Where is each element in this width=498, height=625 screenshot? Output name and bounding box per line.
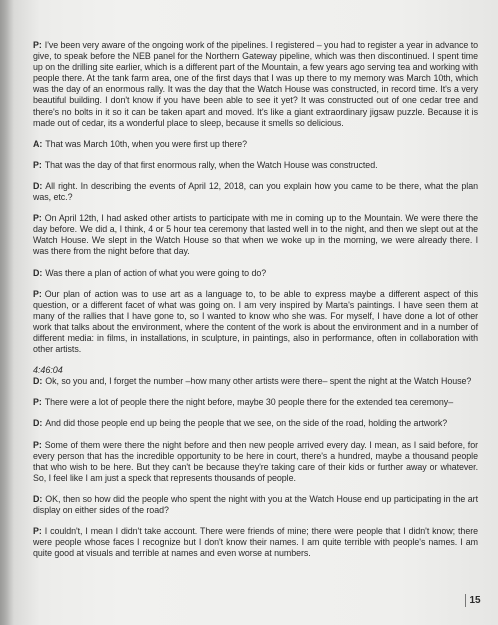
transcript-body bbox=[33, 40, 478, 569]
paragraph-text: There were a lot of people there the night before, maybe 30 people there for the extended tea ceremony– bbox=[44, 397, 454, 408]
speaker-label: P: bbox=[33, 439, 42, 450]
speaker-label: P: bbox=[33, 526, 42, 537]
transcript-paragraph bbox=[33, 139, 478, 150]
speaker-label: P: bbox=[33, 159, 42, 170]
transcript-paragraph bbox=[33, 440, 478, 484]
speaker-label: P: bbox=[33, 288, 42, 299]
transcript-paragraph bbox=[33, 397, 478, 408]
page-number: 15 bbox=[465, 594, 484, 607]
transcript-paragraph bbox=[33, 365, 478, 387]
paragraph-text: And did those people end up being the people that we see, on the side of the road, holding the artwork? bbox=[45, 418, 448, 429]
paragraph-text: I've been very aware of the ongoing work of the pipelines. I registered – you had to register a year in advance to give, to speak before the NEB panel for the Northern Gateway pipeline, which was then discontinued. I spent time up on the drilling site earlier, which is a different part of the Mountain, a few years ago serving tea and working with people there. At the tank farm area, one of the first days that I was up there to my memory was March 10th, which was the day of an enormous rally. It was the day that the Watch House was constructed, in record time. It's a very beautiful building. I don't know if you have been able to see it yet? It was constructed out of one cedar tree and there's no bolts in it so it can be taken apart and moved. It's like a giant extraordinary jigsaw puzzle. Because it is made out of cedar, its a wonderful place to sleep, because it smells so delicious. bbox=[33, 40, 478, 128]
speaker-label: D: bbox=[33, 180, 43, 191]
paragraph-text: Some of them were there the night before and then new people arrived every day. I mean, as I said before, for every person that has the incredible opportunity to be here in court, there's a hundred, maybe a thousand people that who wish to be here. But they can't be because they're taking care of their kids or further away or whatever. So, I feel like I am just a speck that represents thousands of people. bbox=[33, 439, 478, 483]
page-binding-shadow bbox=[0, 0, 14, 625]
transcript-paragraph bbox=[33, 268, 478, 279]
paragraph-text: OK, then so how did the people who spent the night with you at the Watch House end up participating in the art display on either sides of the road? bbox=[33, 493, 478, 515]
transcript-paragraph bbox=[33, 418, 478, 429]
speaker-label: P: bbox=[33, 397, 42, 408]
transcript-paragraph bbox=[33, 494, 478, 516]
transcript-paragraph bbox=[33, 213, 478, 257]
speaker-label: D: bbox=[33, 493, 43, 504]
paragraph-text: On April 12th, I had asked other artists to participate with me in coming up to the Mountain. We were there the day before. We did a, I think, 4 or 5 hour tea ceremony that lasted well in to the night, and then we slept out at the Watch House. We slept in the Watch House so that when we woke up in the morning, we were already there. I was there from the night before that day. bbox=[33, 213, 478, 257]
paragraph-text: Ok, so you and, I forget the number –how many other artists were there– spent the night at the Watch House? bbox=[45, 376, 472, 387]
speaker-label: A: bbox=[33, 138, 43, 149]
speaker-label: P: bbox=[33, 213, 42, 224]
timestamp: 4:46:04 bbox=[33, 365, 63, 376]
paragraph-text: That was the day of that first enormous rally, when the Watch House was constructed. bbox=[44, 159, 378, 170]
transcript-paragraph bbox=[33, 289, 478, 356]
transcript-paragraph bbox=[33, 181, 478, 203]
paragraph-text: That was March 10th, when you were first up there? bbox=[45, 138, 247, 149]
paragraph-text: I couldn't, I mean I didn't take account. There were friends of mine; there were people that I didn't know; there were people whose faces I recognize but I don't know their names. I am quite terrible with people's names. I am quite good at visuals and terrible at names and even worse at numbers. bbox=[33, 526, 478, 559]
transcript-paragraph bbox=[33, 160, 478, 171]
speaker-label: D: bbox=[33, 418, 43, 429]
speaker-label: D: bbox=[33, 376, 43, 387]
speaker-label: D: bbox=[33, 267, 43, 278]
transcript-paragraph bbox=[33, 526, 478, 559]
paragraph-text: All right. In describing the events of April 12, 2018, can you explain how you came to be there, what the plan was, etc.? bbox=[33, 180, 478, 203]
paragraph-text: Our plan of action was to use art as a language to, to be able to express maybe a different aspect of this question, or a different facet of what was going on. I am very inspired by Marta's paintings. I have seen them at many of the rallies that I have gone to, so I wanted to know who she was. For myself, I have done a lot of other work that talks about the environment, where the content of the work is about the environment and in a number of different media: in films, in installations, in sculpture, in paintings, also in performance, often in collaboration with other artists. bbox=[33, 288, 478, 355]
transcript-paragraph bbox=[33, 40, 478, 129]
paragraph-text: Was there a plan of action of what you were going to do? bbox=[45, 267, 267, 278]
speaker-label: P: bbox=[33, 40, 42, 50]
